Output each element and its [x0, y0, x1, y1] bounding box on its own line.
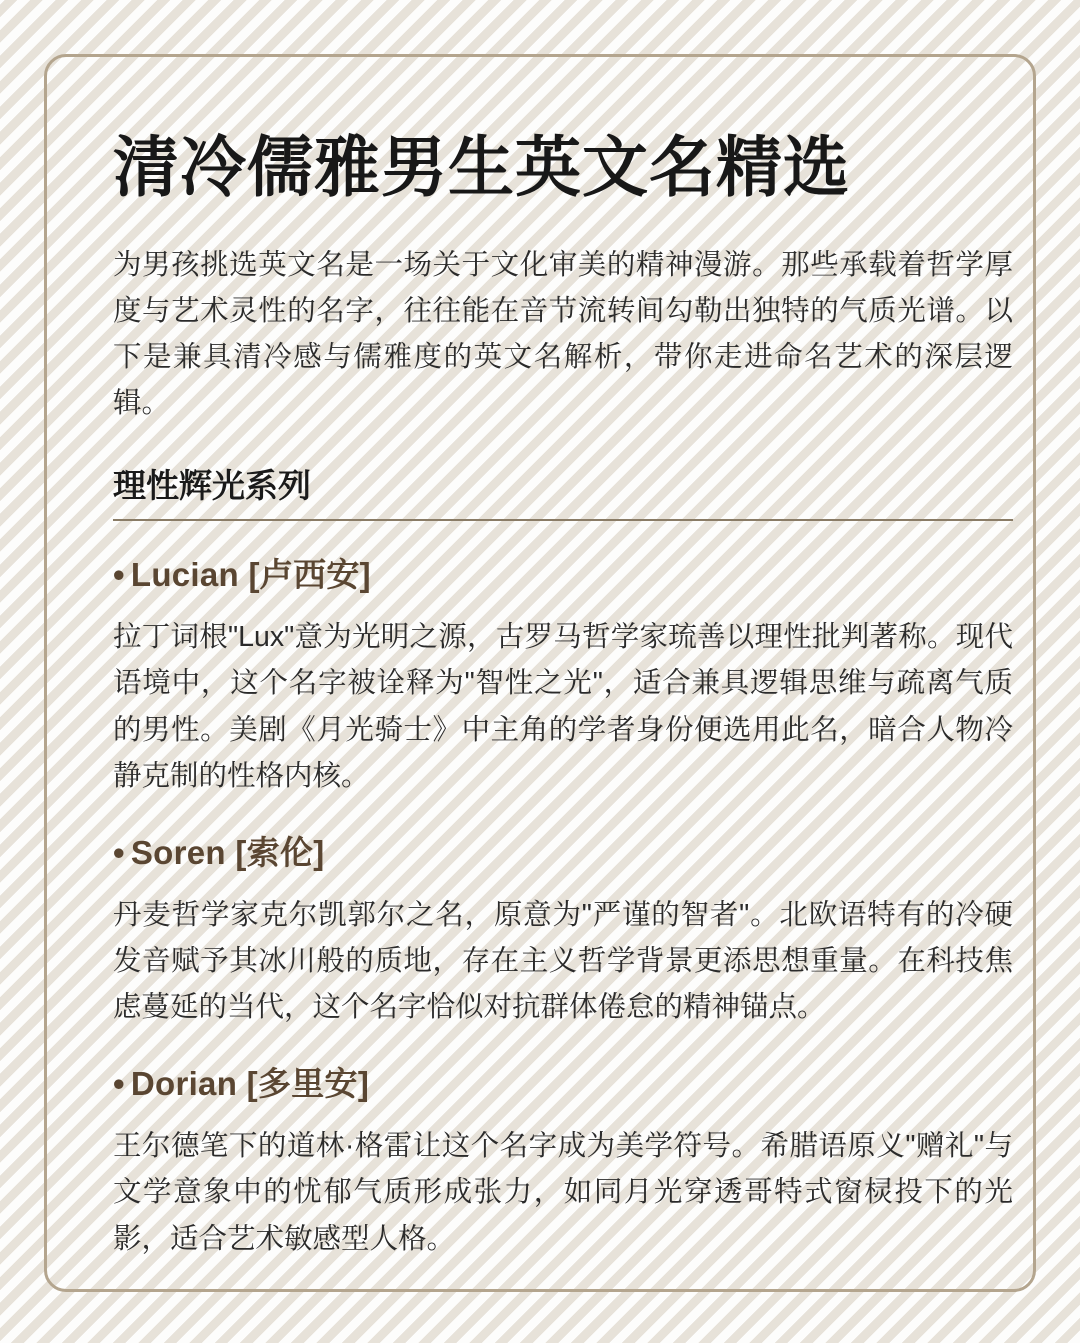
entry-body-dorian: 王尔德笔下的道林·格雷让这个名字成为美学符号。希腊语原义"赠礼"与文学意象中的忧郁气质形成张力，如同月光穿透哥特式窗棂投下的光影，适合艺术敏感型人格。	[113, 1130, 1013, 1255]
entry-body-soren: 丹麦哲学家克尔凯郭尔之名，原意为"严谨的智者"。北欧语特有的冷硬发音赋予其冰川般的质地，存在主义哲学背景更添思想重量。在科技焦虑蔓延的当代，这个名字恰似对抗群体倦怠的精神锚点。	[113, 898, 1013, 1024]
name-entry	[95, 549, 1013, 799]
bullet-icon: •	[113, 1065, 125, 1103]
page-title: 清冷儒雅男生英文名精选	[113, 130, 850, 204]
entry-body-lucian: 拉丁词根"Lux"意为光明之源，古罗马哲学家琉善以理性批判著称。现代语境中，这个名字被诠释为"智性之光"，适合兼具逻辑思维与疏离气质的男性。美剧《月光骑士》中主角的学者身份便选用此名，暗合人物冷静克制的性格内核。	[113, 621, 1013, 792]
entry-name-soren	[113, 827, 985, 874]
bullet-icon: •	[113, 833, 125, 871]
section-heading: 理性辉光系列	[113, 460, 1013, 521]
name-entry	[95, 1058, 1013, 1261]
name-entry	[95, 827, 1013, 1030]
entry-name-text: Lucian [卢西安]	[130, 556, 371, 594]
entry-name-text: Soren [索伦]	[130, 833, 325, 871]
content-card	[44, 54, 1036, 1292]
intro-paragraph: 为男孩挑选英文名是一场关于文化审美的精神漫游。那些承载着哲学厚度与艺术灵性的名字，往往能在音节流转间勾勒出独特的气质光谱。以下是兼具清冷感与儒雅度的英文名解析，带你走进命名艺术的深层逻辑。	[113, 248, 1013, 420]
entry-name-dorian	[113, 1058, 985, 1105]
entry-name-text: Dorian [多里安]	[130, 1065, 370, 1103]
entry-name-lucian	[113, 549, 985, 596]
bullet-icon: •	[113, 556, 125, 594]
